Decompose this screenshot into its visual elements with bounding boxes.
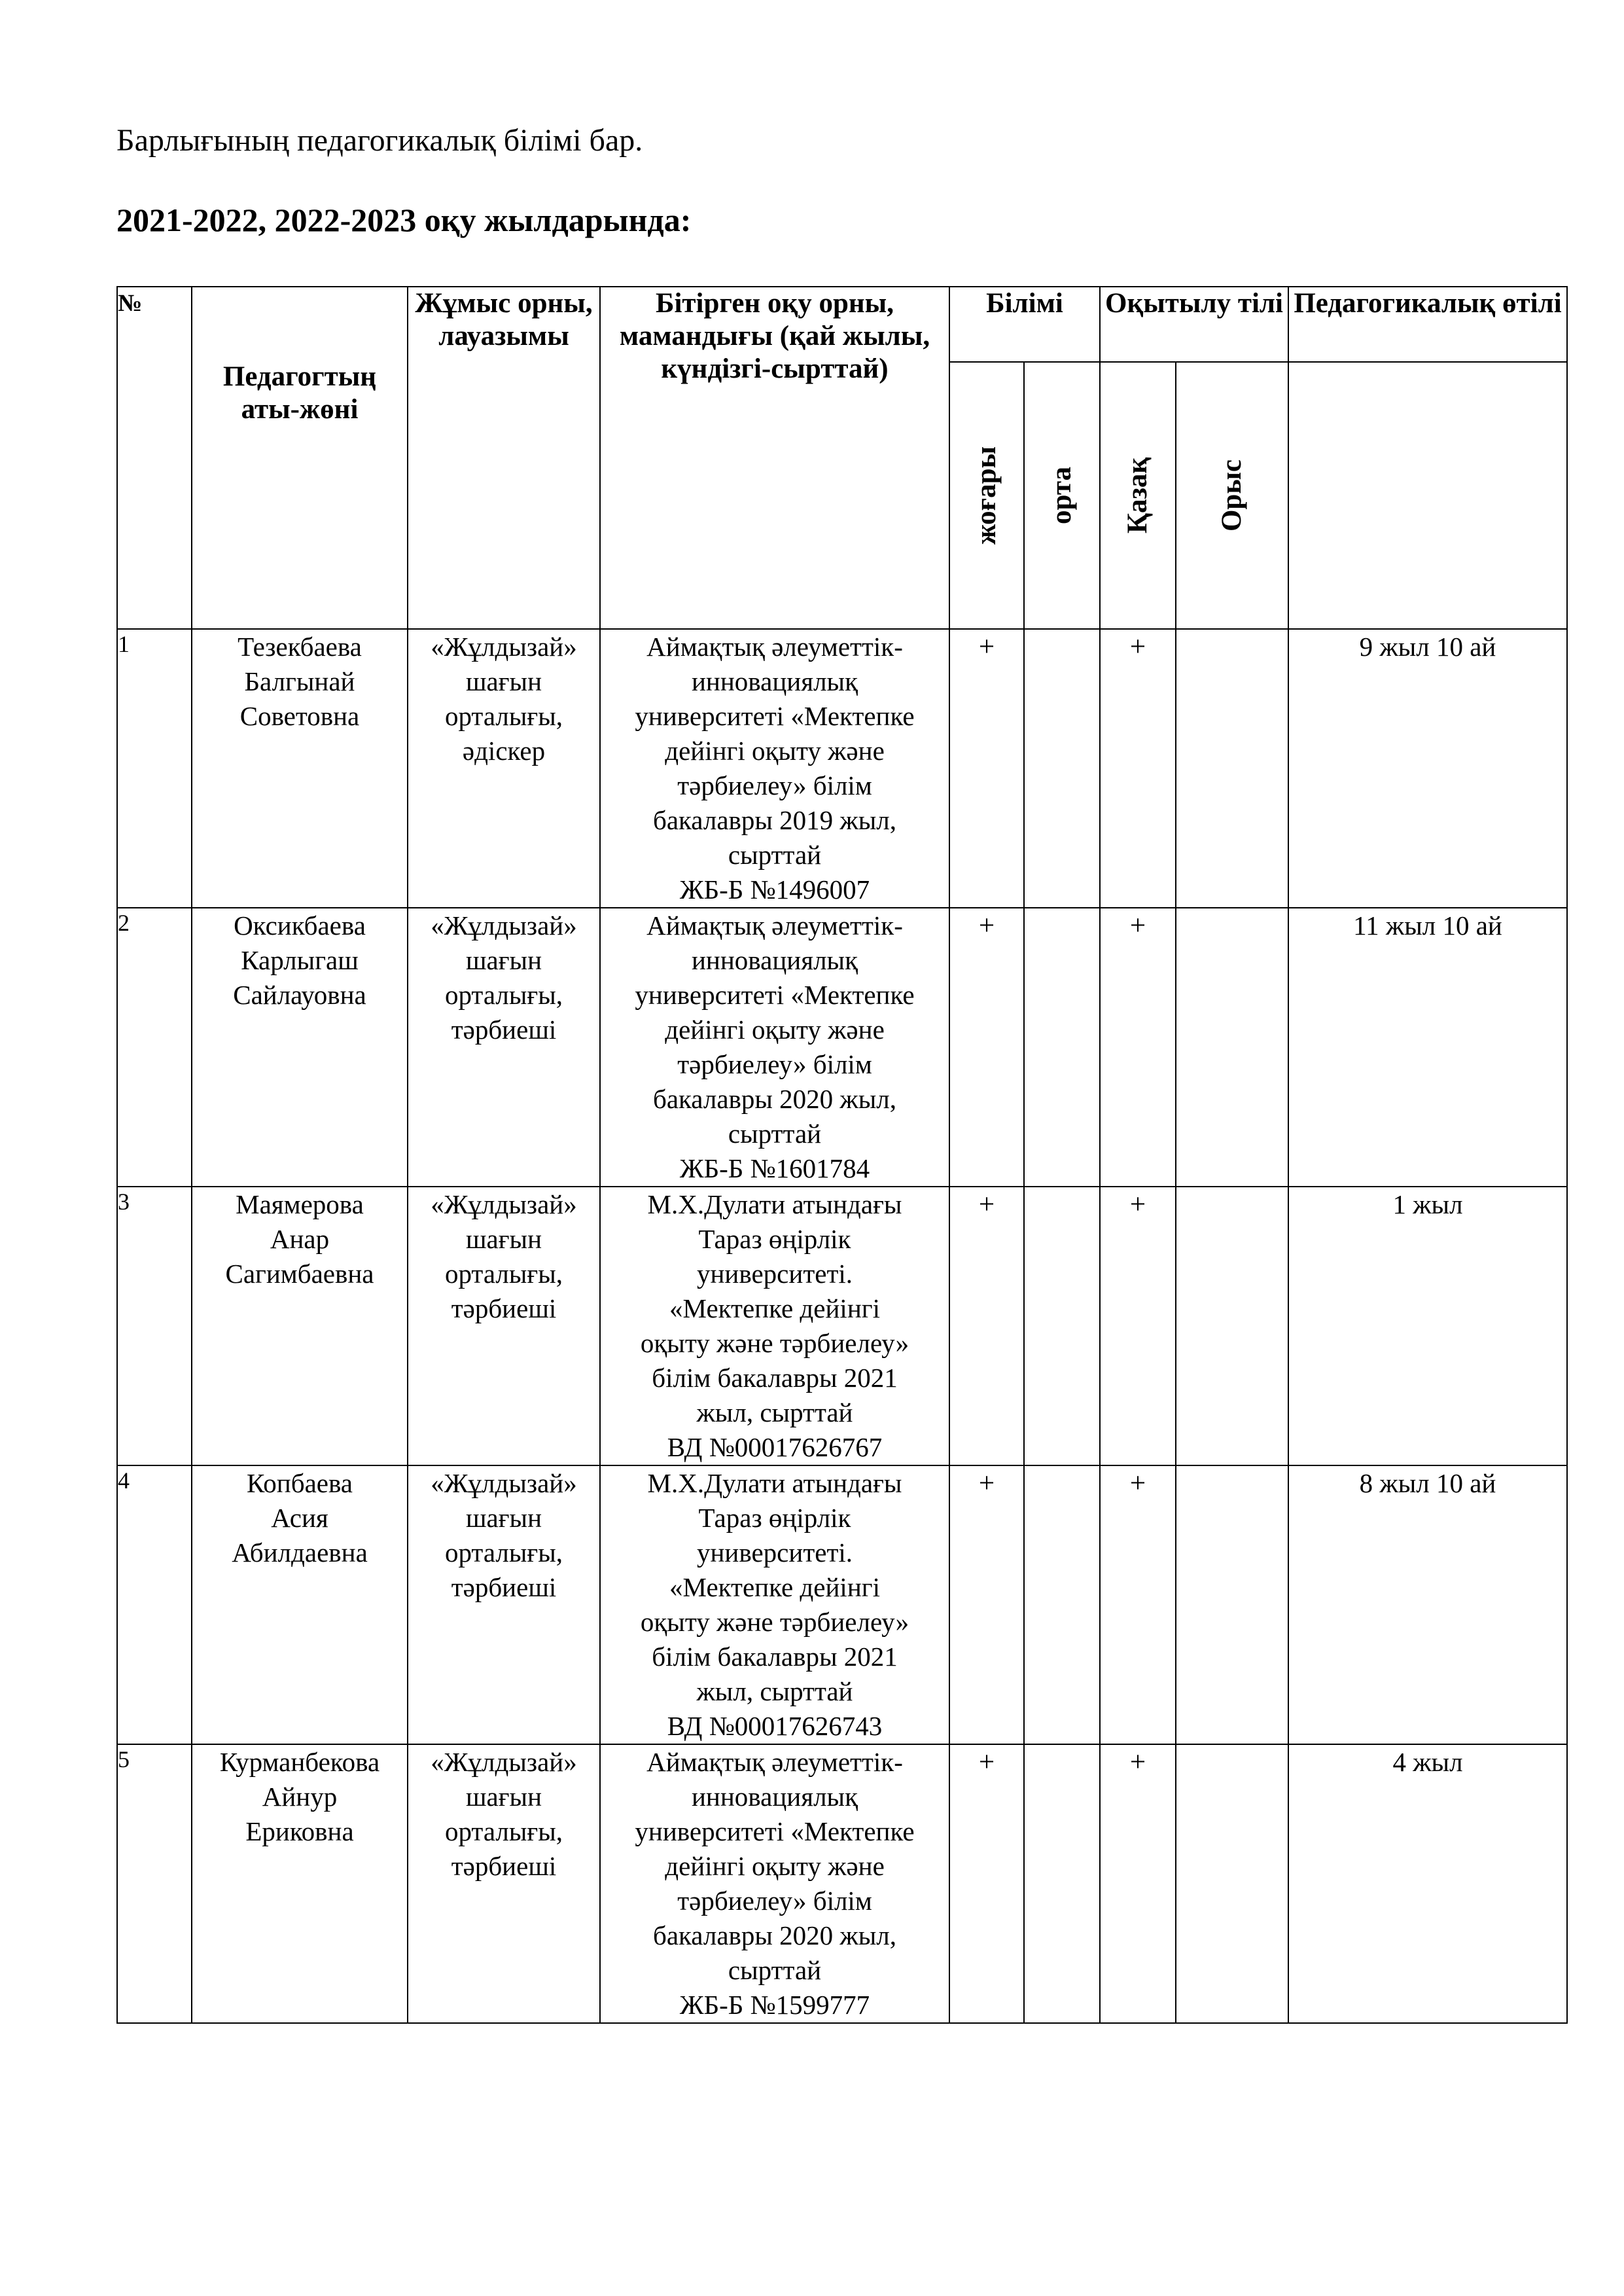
institution-line: университеті. — [696, 1259, 853, 1289]
header-name — [192, 287, 408, 629]
cell-kazakh: + — [1100, 1744, 1176, 2023]
name-line: Сайлауовна — [233, 980, 366, 1010]
cell-position — [408, 1744, 600, 2023]
name-line: Курманбекова — [219, 1747, 380, 1777]
position-line: орталығы, — [444, 980, 563, 1010]
cell-institution — [600, 908, 949, 1187]
cell-experience: 4 жыл — [1288, 1744, 1567, 2023]
institution-line: сырттай — [728, 1955, 822, 1985]
institution-line: бакалавры 2020 жыл, — [652, 1084, 897, 1114]
position-line: «Жұлдызай» — [431, 910, 577, 941]
section-heading: 2021-2022, 2022-2023 оқу жылдарында: — [116, 202, 692, 238]
name-line: Карлыгаш — [241, 945, 359, 975]
header-edu-higher — [949, 362, 1024, 629]
institution-line: ВД №00017626767 — [667, 1432, 883, 1462]
cell-num: 4 — [117, 1465, 192, 1744]
header-lang-russian-text: Орыс — [1216, 459, 1247, 532]
table-row — [117, 1465, 1567, 1744]
cell-higher: + — [949, 629, 1024, 908]
institution-line: сырттай — [728, 840, 822, 870]
cell-num: 1 — [117, 629, 192, 908]
cell-experience: 1 жыл — [1288, 1187, 1567, 1465]
institution-line: «Мектепке дейінгі — [669, 1293, 880, 1323]
institution-line: білім бакалавры 2021 — [652, 1641, 898, 1672]
cell-experience: 8 жыл 10 ай — [1288, 1465, 1567, 1744]
position-line: «Жұлдызай» — [431, 632, 577, 662]
institution-line: сырттай — [728, 1119, 822, 1149]
position-line: орталығы, — [444, 1816, 563, 1846]
header-lang-russian — [1176, 362, 1288, 629]
cell-russian — [1176, 1187, 1288, 1465]
institution-line: Аймақтық әлеуметтік- — [646, 910, 903, 941]
cell-russian — [1176, 629, 1288, 908]
position-line: орталығы, — [444, 1259, 563, 1289]
institution-line: тәрбиелеу» білім — [677, 1049, 872, 1079]
table-body — [117, 629, 1567, 2023]
staff-table — [116, 286, 1568, 2024]
institution-line: жыл, сырттай — [696, 1397, 853, 1427]
position-line: тәрбиеші — [451, 1572, 557, 1602]
table-header — [117, 287, 1567, 629]
institution-line: инновациялық — [691, 666, 858, 696]
cell-secondary — [1024, 1465, 1100, 1744]
cell-higher: + — [949, 1744, 1024, 2023]
name-line: Сагимбаевна — [225, 1259, 374, 1289]
institution-line: ЖБ-Б №1601784 — [679, 1153, 870, 1183]
table-row — [117, 1187, 1567, 1465]
institution-line: бакалавры 2020 жыл, — [652, 1920, 897, 1950]
position-line: тәрбиеші — [451, 1851, 557, 1881]
cell-secondary — [1024, 1744, 1100, 2023]
cell-institution — [600, 1187, 949, 1465]
cell-higher: + — [949, 908, 1024, 1187]
institution-line: ЖБ-Б №1599777 — [679, 1990, 870, 2020]
institution-line: дейінгі оқыту және — [665, 736, 885, 766]
header-lang-kazakh-text: Қазақ — [1122, 457, 1154, 534]
cell-kazakh: + — [1100, 629, 1176, 908]
institution-line: Тараз өңірлік — [698, 1224, 851, 1254]
cell-secondary — [1024, 1187, 1100, 1465]
cell-kazakh: + — [1100, 1465, 1176, 1744]
position-line: шағын — [465, 945, 542, 975]
institution-line: инновациялық — [691, 1782, 858, 1812]
header-experience-blank — [1288, 362, 1567, 629]
position-line: орталығы, — [444, 701, 563, 731]
header-edu-secondary-text: орта — [1046, 467, 1077, 524]
institution-line: дейінгі оқыту және — [665, 1014, 885, 1045]
cell-num: 2 — [117, 908, 192, 1187]
institution-line: Аймақтық әлеуметтік- — [646, 1747, 903, 1777]
institution-line: оқыту және тәрбиелеу» — [640, 1607, 909, 1637]
cell-position — [408, 1465, 600, 1744]
cell-russian — [1176, 1744, 1288, 2023]
position-line: тәрбиеші — [451, 1014, 557, 1045]
cell-num: 5 — [117, 1744, 192, 2023]
cell-kazakh: + — [1100, 1187, 1176, 1465]
name-line: Айнур — [262, 1782, 338, 1812]
cell-experience: 9 жыл 10 ай — [1288, 629, 1567, 908]
cell-num: 3 — [117, 1187, 192, 1465]
header-position: Жұмыс орны, лауазымы — [408, 287, 600, 629]
header-experience: Педагогикалық өтілі — [1288, 287, 1567, 362]
institution-line: «Мектепке дейінгі — [669, 1572, 880, 1602]
cell-name — [192, 1465, 408, 1744]
cell-position — [408, 908, 600, 1187]
table-row — [117, 1744, 1567, 2023]
cell-name — [192, 1744, 408, 2023]
position-line: «Жұлдызай» — [431, 1747, 577, 1777]
cell-position — [408, 1187, 600, 1465]
institution-line: университеті «Мектепке — [635, 1816, 915, 1846]
institution-line: бакалавры 2019 жыл, — [652, 805, 897, 835]
institution-line: Тараз өңірлік — [698, 1503, 851, 1533]
institution-line: тәрбиелеу» білім — [677, 1886, 872, 1916]
cell-secondary — [1024, 629, 1100, 908]
name-line: Балгынай — [244, 666, 355, 696]
table-row — [117, 629, 1567, 908]
header-edu-secondary — [1024, 362, 1100, 629]
institution-line: университеті «Мектепке — [635, 701, 915, 731]
institution-line: дейінгі оқыту және — [665, 1851, 885, 1881]
position-line: шағын — [465, 1224, 542, 1254]
position-line: әдіскер — [462, 736, 546, 766]
institution-line: ВД №00017626743 — [667, 1711, 883, 1741]
institution-line: инновациялық — [691, 945, 858, 975]
institution-line: Аймақтық әлеуметтік- — [646, 632, 903, 662]
header-edu-higher-text: жоғары — [971, 446, 1002, 545]
cell-name — [192, 629, 408, 908]
institution-line: университеті. — [696, 1537, 853, 1568]
cell-russian — [1176, 908, 1288, 1187]
position-line: орталығы, — [444, 1537, 563, 1568]
cell-higher: + — [949, 1465, 1024, 1744]
institution-line: тәрбиелеу» білім — [677, 770, 872, 800]
institution-line: ЖБ-Б №1496007 — [679, 874, 870, 905]
cell-institution — [600, 1465, 949, 1744]
institution-line: оқыту және тәрбиелеу» — [640, 1328, 909, 1358]
name-line: Анар — [270, 1224, 330, 1254]
cell-secondary — [1024, 908, 1100, 1187]
cell-institution — [600, 629, 949, 908]
name-line: Асия — [271, 1503, 328, 1533]
position-line: «Жұлдызай» — [431, 1468, 577, 1498]
name-line: Копбаева — [246, 1468, 353, 1498]
cell-kazakh: + — [1100, 908, 1176, 1187]
cell-experience: 11 жыл 10 ай — [1288, 908, 1567, 1187]
position-line: шағын — [465, 1782, 542, 1812]
institution-line: М.Х.Дулати атындағы — [647, 1189, 902, 1219]
header-num: № — [117, 287, 192, 629]
header-education: Білімі — [949, 287, 1100, 362]
cell-name — [192, 1187, 408, 1465]
name-line: Оксикбаева — [234, 910, 366, 941]
position-line: шағын — [465, 1503, 542, 1533]
cell-russian — [1176, 1465, 1288, 1744]
institution-line: университеті «Мектепке — [635, 980, 915, 1010]
header-lang-kazakh — [1100, 362, 1176, 629]
institution-line: М.Х.Дулати атындағы — [647, 1468, 902, 1498]
position-line: «Жұлдызай» — [431, 1189, 577, 1219]
cell-name — [192, 908, 408, 1187]
table-row — [117, 908, 1567, 1187]
name-line: Ериковна — [245, 1816, 354, 1846]
cell-position — [408, 629, 600, 908]
intro-text: Барлығының педагогикалық білімі бар. — [116, 123, 643, 158]
cell-institution — [600, 1744, 949, 2023]
name-line: Тезекбаева — [238, 632, 362, 662]
header-name-text: Педагогтың аты-жөні — [222, 361, 377, 425]
position-line: тәрбиеші — [451, 1293, 557, 1323]
name-line: Советовна — [239, 701, 360, 731]
name-line: Маямерова — [236, 1189, 364, 1219]
cell-higher: + — [949, 1187, 1024, 1465]
header-institution: Бітірген оқу орны, мамандығы (қай жылы, күндізгі-сырттай) — [600, 287, 949, 629]
position-line: шағын — [465, 666, 542, 696]
institution-line: білім бакалавры 2021 — [652, 1363, 898, 1393]
name-line: Абилдаевна — [232, 1537, 368, 1568]
header-language: Оқытылу тілі — [1100, 287, 1288, 362]
institution-line: жыл, сырттай — [696, 1676, 853, 1706]
